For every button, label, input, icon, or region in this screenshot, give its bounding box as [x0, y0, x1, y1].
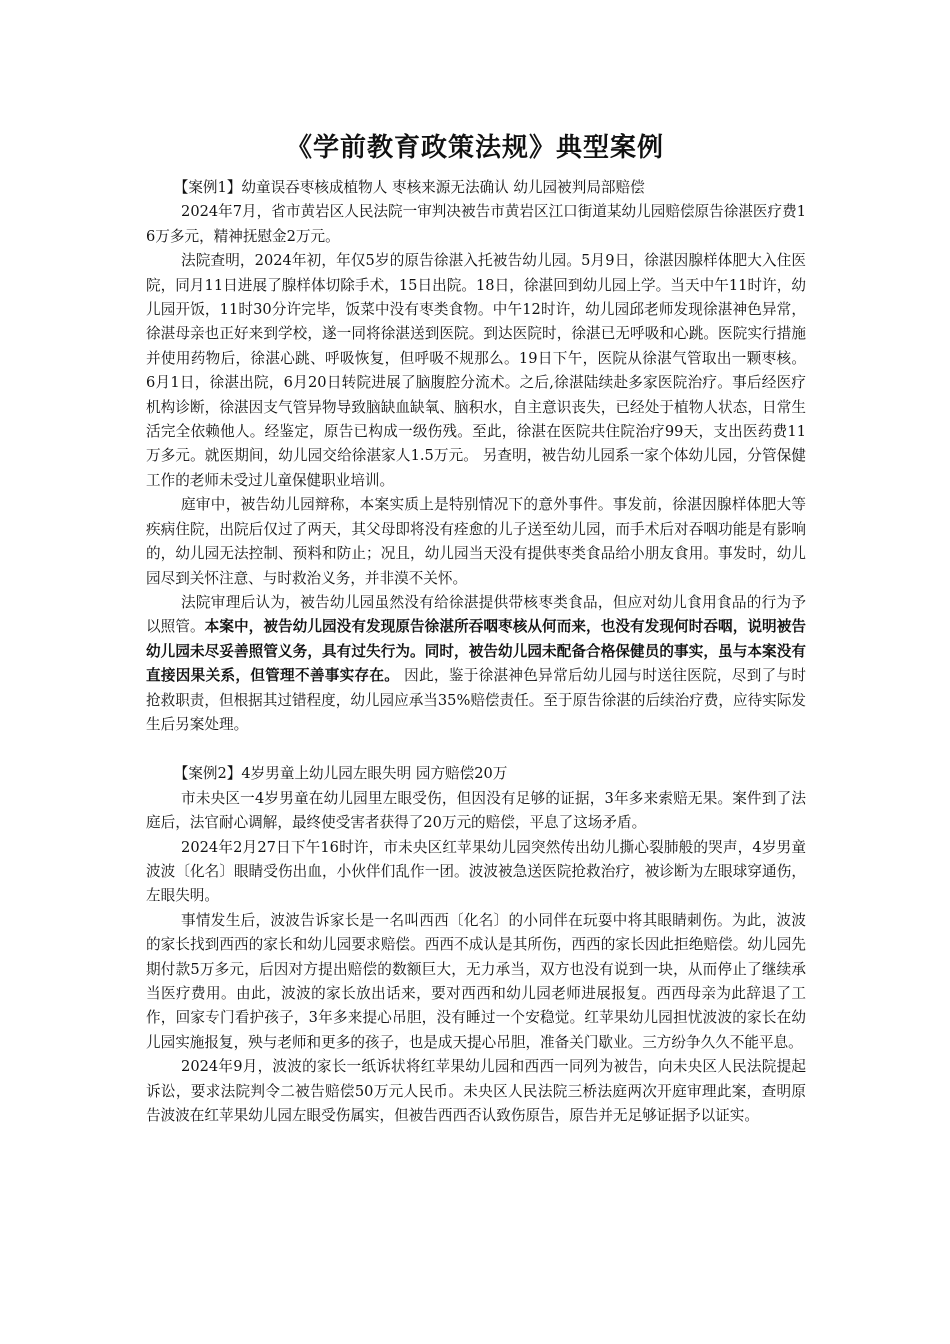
case2-heading: 【案例2】4岁男童上幼儿园左眼失明 园方赔偿20万	[173, 765, 508, 783]
case1-p4-start: 法院审理后认为，被告幼儿园虽然没有给徐湛提供带核枣类食品，但应对幼儿食用食品的行为予以照管。	[146, 593, 806, 636]
document-body	[146, 176, 806, 1128]
case1-heading: 【案例1】幼童误吞枣核成植物人 枣核来源无法确认 幼儿园被判局部赔偿	[173, 179, 645, 196]
section-spacer	[146, 737, 806, 762]
case1-paragraph-1: 2024年7月，省市黄岩区人民法院一审判决被告市黄岩区江口街道某幼儿园赔偿原告徐湛医疗费16万多元，精神抚慰金2万元。	[146, 203, 806, 245]
case1-p4-bold: 本案中，被告幼儿园没有发现原告徐湛所吞咽枣核从何而来，也没有发现何时吞咽，说明被告幼儿园未尽妥善照管义务，具有过失行为。同时，被告幼儿园未配备合格保健员的事实，虽与本案没有直接因果关系，但管理不善事实存在。	[146, 618, 806, 685]
case1-paragraph-4	[146, 591, 806, 737]
document-title: 《学前教育政策法规》典型案例	[285, 133, 664, 163]
case2-paragraph-3: 事情发生后，波波告诉家长是一名叫西西〔化名〕的小同伴在玩耍中将其眼睛刺伤。为此，波波的家长找到西西的家长和幼儿园要求赔偿。西西不成认是其所伤，西西的家长因此拒绝赔偿。幼儿园先期付款5万多元，后因对方提出赔偿的数额巨大，无力承当，双方也没有说到一块，从而停止了继续承当医疗费用。由此，波波的家长放出话来，要对西西和幼儿园老师进展报复。西西母亲为此辞退了工作，回家专门看护孩子，3年多来提心吊胆，没有睡过一个安稳觉。红苹果幼儿园担忧波波的家长在幼儿园实施报复，殃与老师和更多的孩子，也是成天提心吊胆，准备关门歇业。三方纷争久久不能平息。	[146, 911, 806, 1051]
case1-p4-end: 因此，鉴于徐湛神色异常后幼儿园与时送往医院，尽到了与时抢救职责，但根据其过错程度，幼儿园应承当35%赔偿责任。至于原告徐湛的后续治疗费，应待实际发生后另案处理。	[146, 667, 806, 733]
case2-paragraph-4: 2024年9月，波波的家长一纸诉状将红苹果幼儿园和西西一同列为被告，向未央区人民法院提起诉讼，要求法院判令二被告赔偿50万元人民币。未央区人民法院三桥法庭两次开庭审理此案，查明原告波波在红苹果幼儿园左眼受伤属实，但被告西西否认致伤原告，原告并无足够证据予以证实。	[146, 1058, 806, 1125]
case2-paragraph-1: 市未央区一4岁男童在幼儿园里左眼受伤，但因没有足够的证据，3年多来索赔无果。案件到了法庭后，法官耐心调解，最终使受害者获得了20万元的赔偿，平息了这场矛盾。	[146, 789, 806, 832]
case1-paragraph-3: 庭审中，被告幼儿园辩称，本案实质上是特别情况下的意外事件。事发前，徐湛因腺样体肥大等疾病住院，出院后仅过了两天，其父母即将没有痊愈的儿子送至幼儿园，而手术后对吞咽功能是有影响的，幼儿园无法控制、预料和防止；况且，幼儿园当天没有提供枣类食品给小朋友食用。事发时，幼儿园尽到关怀注意、与时救治义务，并非漠不关怀。	[146, 496, 806, 587]
case2-paragraph-2: 2024年2月27日下午16时许，市未央区红苹果幼儿园突然传出幼儿撕心裂肺般的哭声，4岁男童波波〔化名〕眼睛受伤出血，小伙伴们乱作一团。波波被急送医院抢救治疗，被诊断为左眼球穿通伤，左眼失明。	[146, 838, 806, 905]
case1-paragraph-2: 法院查明，2024年初，年仅5岁的原告徐湛入托被告幼儿园。5月9日，徐湛因腺样体肥大入住医院，同月11日进展了腺样体切除手术，15日出院。18日，徐湛回到幼儿园上学。当天中午11时许，幼儿园开饭，11时30分许完毕，饭菜中没有枣类食物。中午12时许，幼儿园邱老师发现徐湛神色异常，徐湛母亲也正好来到学校，遂一同将徐湛送到医院。到达医院时，徐湛已无呼吸和心跳。医院实行措施并使用药物后，徐湛心跳、呼吸恢复，但呼吸不规那么。19日下午，医院从徐湛气管取出一颗枣核。 6月1日，徐湛出院，6月20日转院进展了脑腹腔分流术。之后,徐湛陆续赴多家医院治疗。事后经医疗机构诊断，徐湛因支气管异物导致脑缺血缺氧、脑积水，自主意识丧失，已经处于植物人状态，日常生活完全依赖他人。经鉴定，原告已构成一级伤残。至此，徐湛在医院共住院治疗99天，支出医药费11万多元。就医期间，幼儿园交给徐湛家人1.5万元。 另查明，被告幼儿园系一家个体幼儿园，分管保健工作的老师未受过儿童保健职业培训。	[146, 252, 806, 489]
